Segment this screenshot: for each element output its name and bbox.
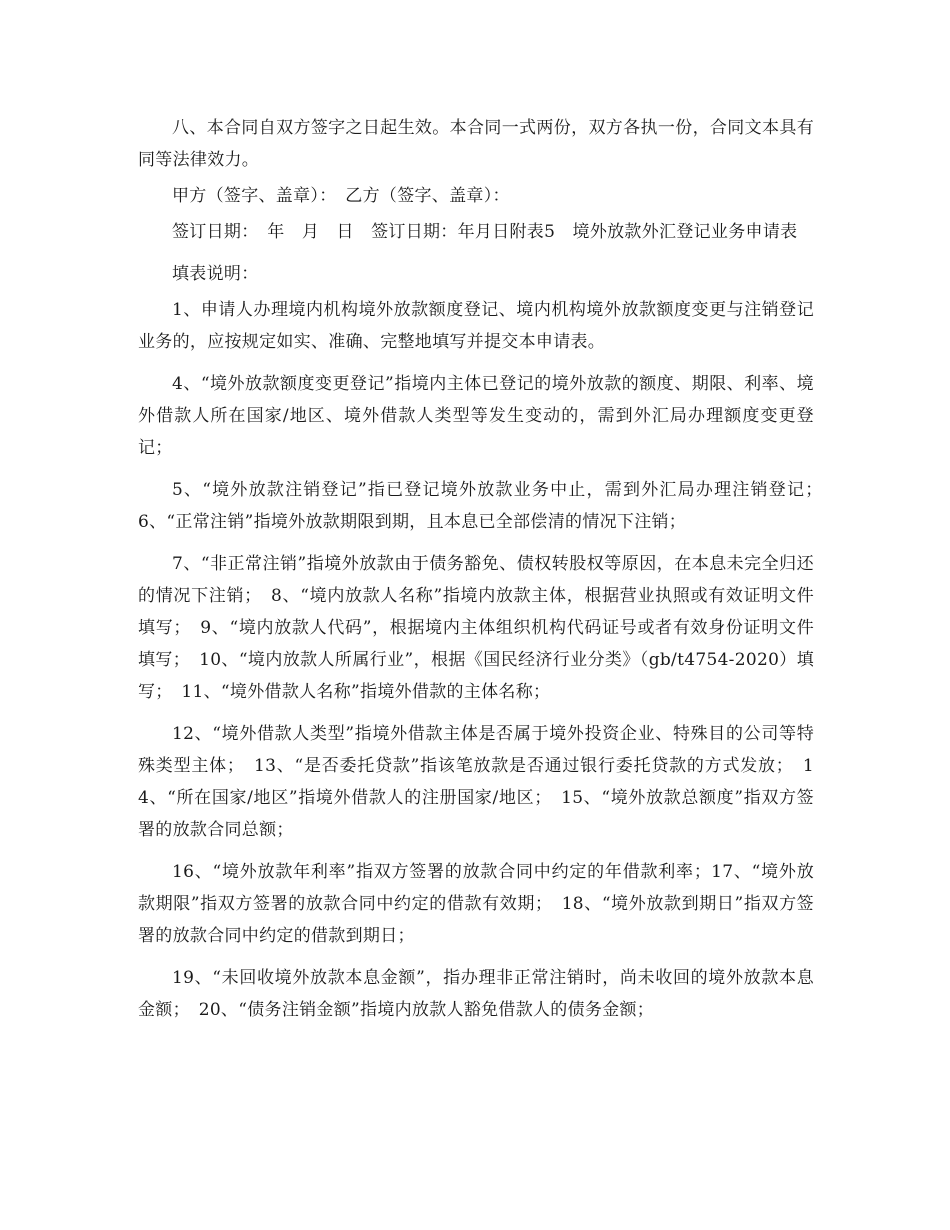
instruction-paragraph: 5、“境外放款注销登记”指已登记境外放款业务中止，需到外汇局办理注销登记； 6、“正常注销”指境外放款期限到期，且本息已全部偿清的情况下注销； <box>138 480 832 532</box>
document-body <box>138 112 832 1036</box>
instruction-paragraph: 16、“境外放款年利率”指双方签署的放款合同中约定的年借款利率；17、“境外放款期限”指双方签署的放款合同中约定的借款有效期； 18、“境外放款到期日”指双方签署的放款合同中约定的借款到期日； <box>138 862 814 946</box>
signing-date-line: 签订日期： 年 月 日 签订日期：年月日附表5 境外放款外汇登记业务申请表 <box>172 222 798 242</box>
signature-line: 甲方（签字、盖章）： 乙方（签字、盖章）： <box>172 186 510 206</box>
clause-8-effectiveness: 八、本合同自双方签字之日起生效。本合同一式两份，双方各执一份，合同文本具有同等法律效力。 <box>138 118 814 170</box>
instruction-paragraph: 12、“境外借款人类型”指境外借款主体是否属于境外投资企业、特殊目的公司等特殊类型主体； 13、“是否委托贷款”指该笔放款是否通过银行委托贷款的方式发放； 14、“所在国家/地区”指境外借款人的注册国家/地区； 15、“境外放款总额度”指双方签署的放款合同总额； <box>138 724 814 840</box>
instruction-paragraph: 4、“境外放款额度变更登记”指境内主体已登记的境外放款的额度、期限、利率、境外借款人所在国家/地区、境外借款人类型等发生变动的，需到外汇局办理额度变更登记； <box>138 374 814 458</box>
instruction-paragraph: 7、“非正常注销”指境外放款由于债务豁免、债权转股权等原因，在本息未完全归还的情况下注销； 8、“境内放款人名称”指境内放款主体，根据营业执照或有效证明文件填写； 9、“境内放款人代码”，根据境内主体组织机构代码证号或者有效身份证明文件填写； 10、“境内放款人所属行业”，根据《国民经济行业分类》（gb/t4754-2020）填写； 11、“境外借款人名称”指境外借款的主体名称； <box>138 554 814 702</box>
instruction-paragraph: 1、申请人办理境内机构境外放款额度登记、境内机构境外放款额度变更与注销登记业务的，应按规定如实、准确、完整地填写并提交本申请表。 <box>138 300 814 352</box>
instructions-heading: 填表说明： <box>172 264 259 284</box>
instruction-paragraph: 19、“未回收境外放款本息金额”，指办理非正常注销时，尚未收回的境外放款本息金额； 20、“债务注销金额”指境内放款人豁免借款人的债务金额； <box>138 968 814 1020</box>
